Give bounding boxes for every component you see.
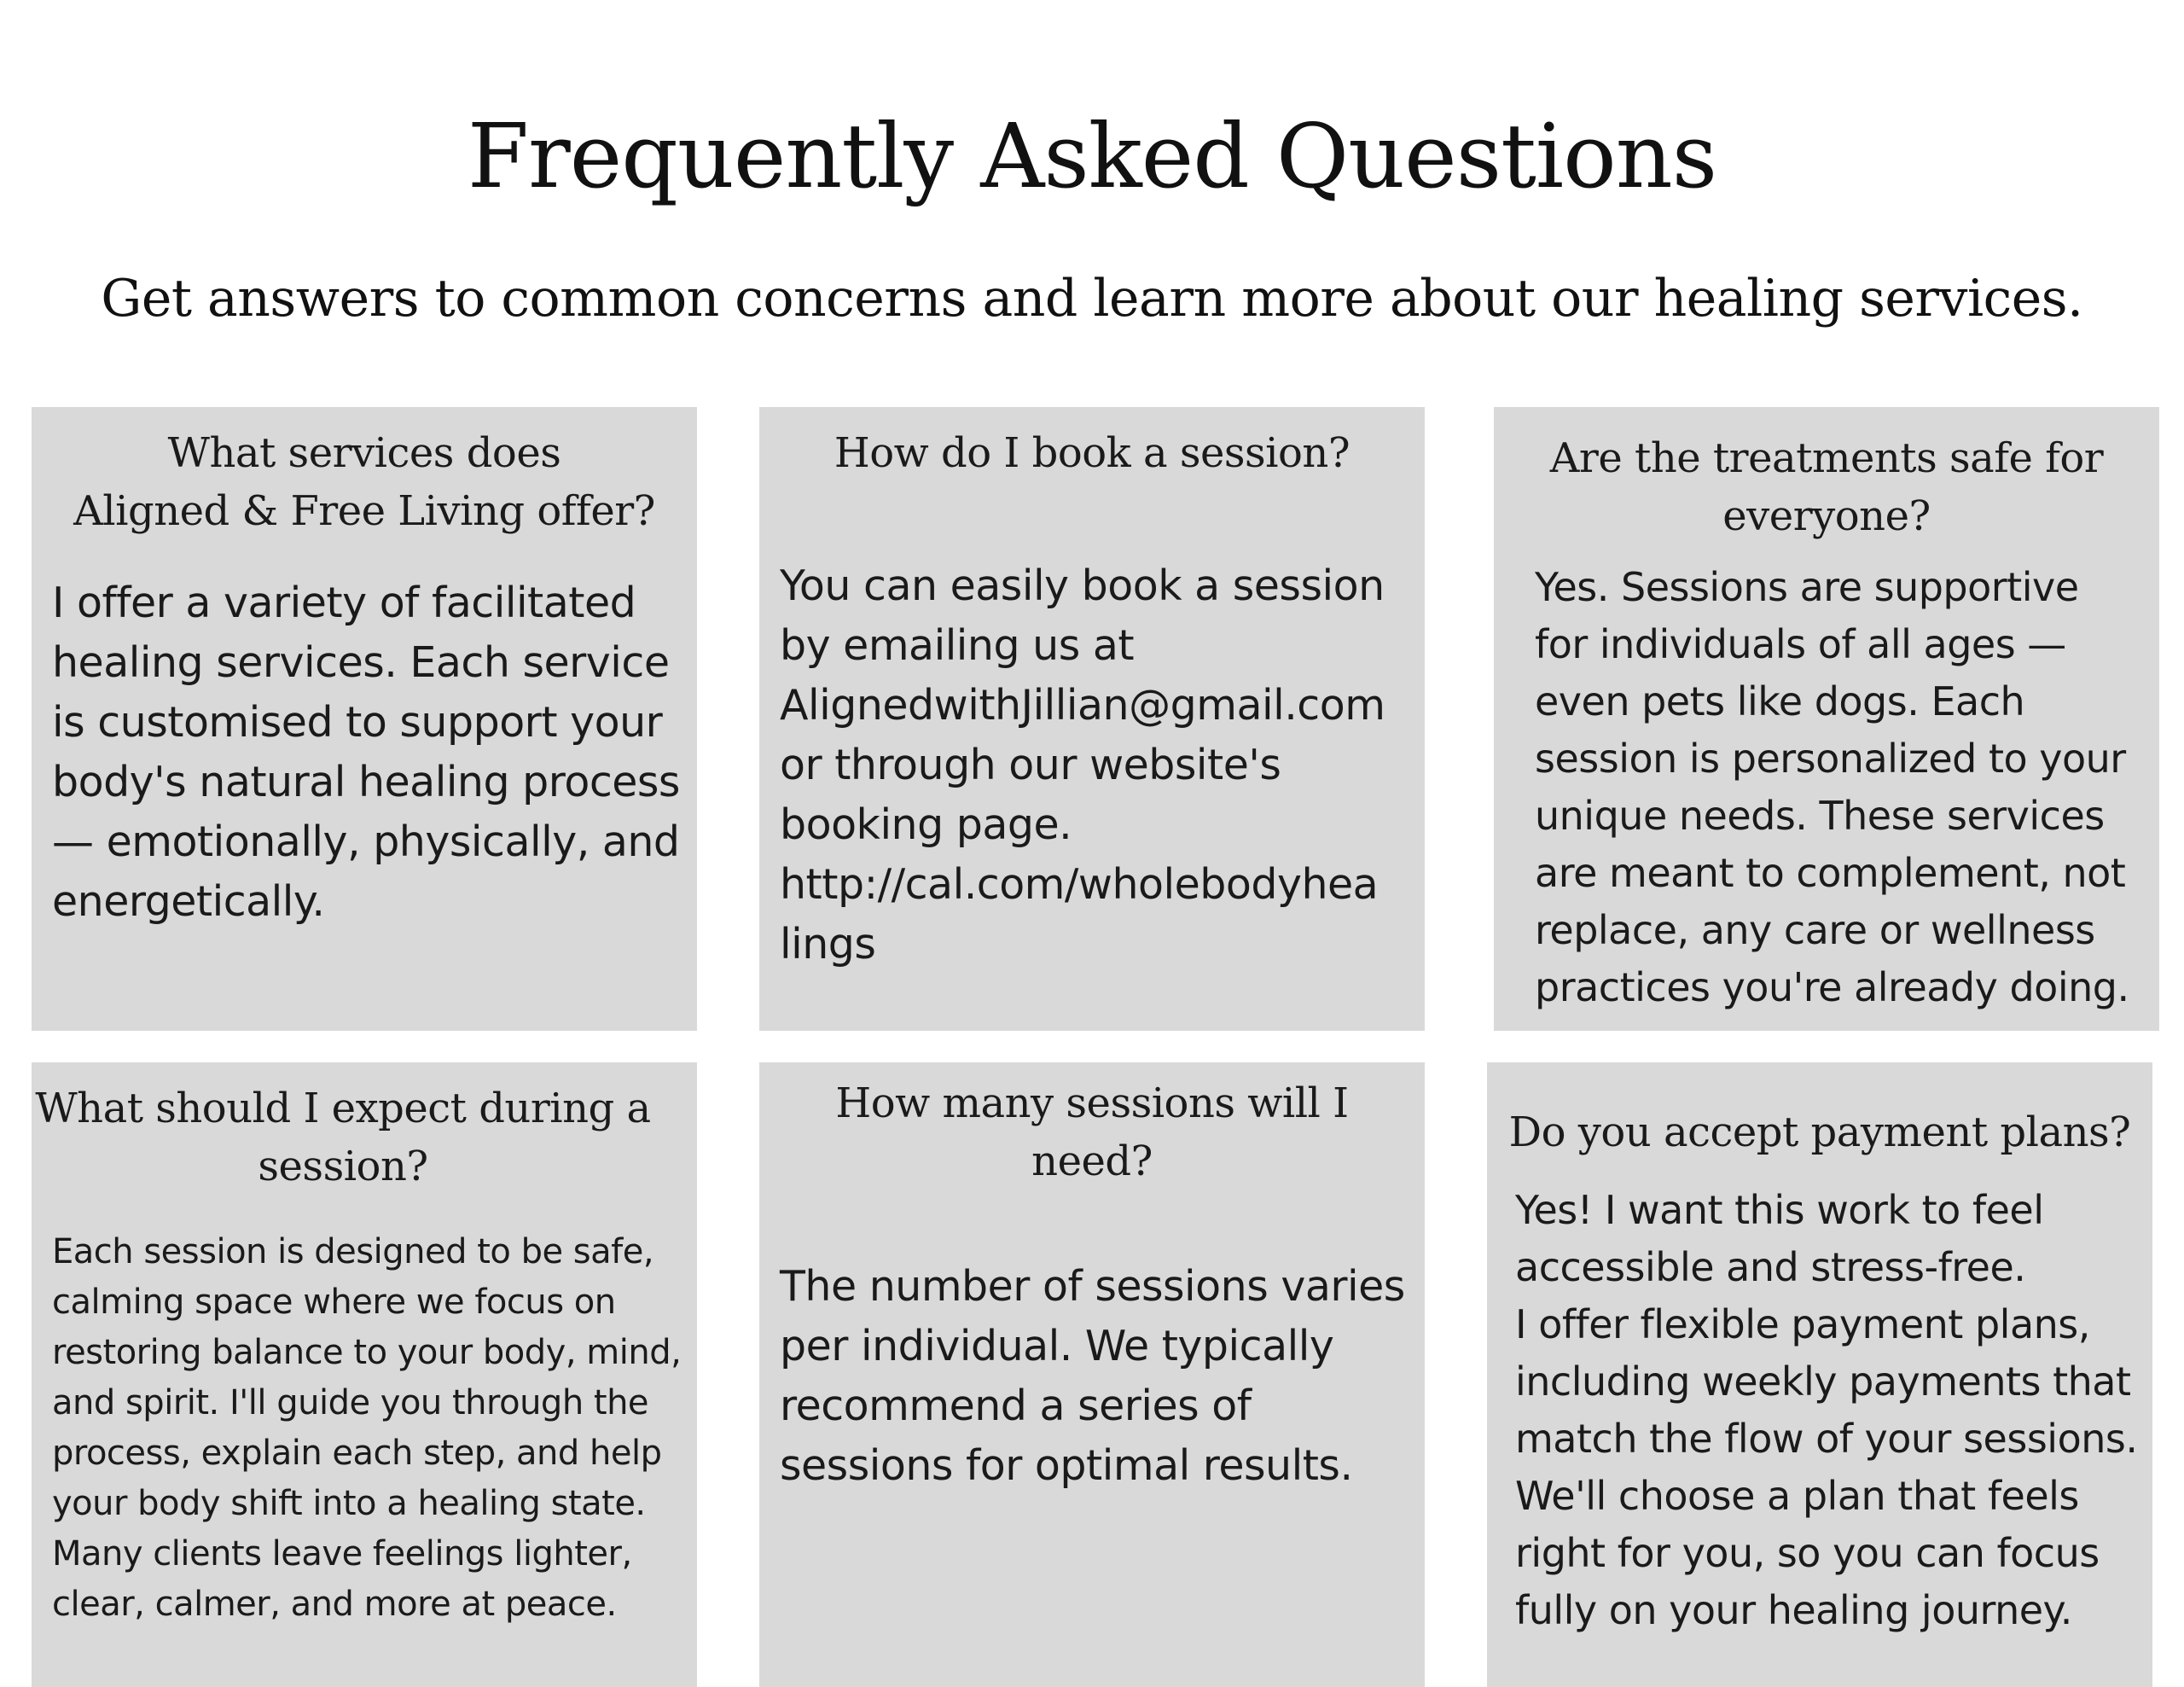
faq-answer: You can easily book a session by emailing us at AlignedwithJillian@gmail.com or through our website's booking page. http://cal.com/wholebodyhea lings [780, 561, 1385, 969]
faq-question: Do you accept payment plans? [1508, 1108, 2131, 1156]
faq-card-safety [1494, 407, 2159, 1031]
faq-card-session-count [759, 1062, 1425, 1687]
faq-answer: Yes! I want this work to feel accessible and stress-free. I offer flexible payment plans, including weekly payments that match the flow of your sessions. We'll choose a plan that feels right for you, so you can focus fully on your healing journey. [1515, 1187, 2138, 1633]
page-title: Frequently Asked Questions [467, 104, 1717, 208]
faq-question: How do I book a session? [834, 429, 1350, 477]
faq-card-booking [759, 407, 1425, 1031]
faq-answer: Each session is designed to be safe, calming space where we focus on restoring balance to your body, mind, and spirit. I'll guide you through the process, explain each step, and help your body shift into a healing state. Many clients leave feelings lighter, clear, calmer, and more at peace. [52, 1232, 682, 1624]
faq-answer: The number of sessions varies per individual. We typically recommend a series of sessions for optimal results. [780, 1262, 1405, 1490]
faq-question: Are the treatments safe for everyone? [1549, 434, 2104, 540]
faq-answer: Yes. Sessions are supportive for individuals of all ages — even pets like dogs. Each session is personalized to your unique needs. These services are meant to complement, not replace, any care or wellness practices you're already doing. [1535, 564, 2129, 1010]
page-subtitle: Get answers to common concerns and learn more about our healing services. [101, 269, 2083, 329]
faq-card-services [32, 407, 697, 1031]
faq-question: What services does Aligned & Free Living offer? [73, 429, 655, 535]
faq-card-payment-plans [1487, 1062, 2152, 1687]
faq-card-expectations [32, 1062, 697, 1687]
faq-question: What should I expect during a session? [35, 1085, 651, 1190]
faq-question: How many sessions will I need? [835, 1079, 1349, 1185]
faq-answer: I offer a variety of facilitated healing services. Each service is customised to support your body's natural healing process — emotionally, physically, and energetically. [52, 579, 680, 926]
